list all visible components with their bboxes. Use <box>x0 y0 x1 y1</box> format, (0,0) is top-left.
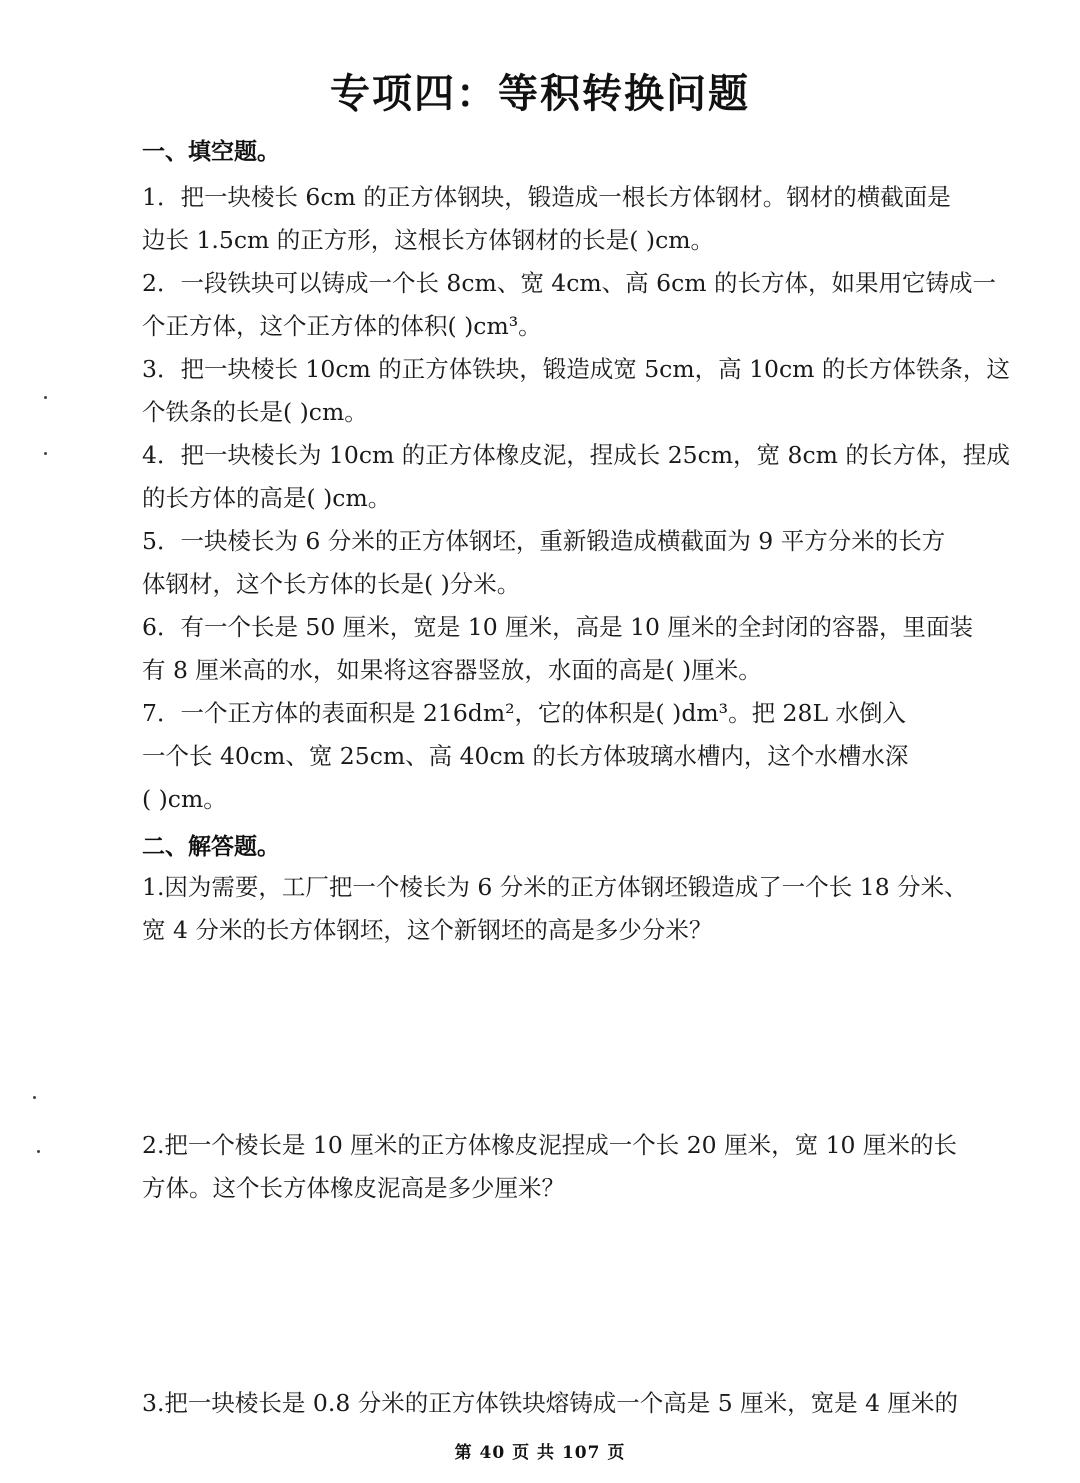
question-line: 3．把一块棱长 10cm 的正方体铁块，锻造成宽 5cm，高 10cm 的长方体铁条，这 <box>142 355 1010 383</box>
section-heading-answer: 二、解答题。 <box>142 834 280 860</box>
question-line: 的长方体的高是( )cm。 <box>142 484 392 512</box>
scan-speck <box>37 1150 40 1153</box>
question-line: ( )cm。 <box>142 785 227 813</box>
answer-question-line: 宽 4 分米的长方体钢坯，这个新钢坯的高是多少分米？ <box>142 916 713 944</box>
question-line: 个正方体，这个正方体的体积( )cm³。 <box>142 312 542 340</box>
question-line: 4．把一块棱长为 10cm 的正方体橡皮泥，捏成长 25cm，宽 8cm 的长方体，捏成 <box>142 441 1010 469</box>
scan-speck <box>33 1096 36 1099</box>
answer-question-line: 1.因为需要，工厂把一个棱长为 6 分米的正方体钢坯锻造成了一个长 18 分米、 <box>142 873 968 901</box>
question-line: 2．一段铁块可以铸成一个长 8cm、宽 4cm、高 6cm 的长方体，如果用它铸成一 <box>142 269 997 297</box>
question-line: 边长 1.5cm 的正方形，这根长方体钢材的长是( )cm。 <box>142 226 715 254</box>
question-line: 5．一块棱长为 6 分米的正方体钢坯，重新锻造成横截面为 9 平方分米的长方 <box>142 527 946 555</box>
answer-question-line: 3.把一块棱长是 0.8 分米的正方体铁块熔铸成一个高是 5 厘米，宽是 4 厘米的 <box>142 1389 959 1417</box>
question-line: 一个长 40cm、宽 25cm、高 40cm 的长方体玻璃水槽内，这个水槽水深 <box>142 742 909 770</box>
question-line: 体钢材，这个长方体的长是( )分米。 <box>142 570 521 598</box>
question-line: 个铁条的长是( )cm。 <box>142 398 368 426</box>
page-title: 专项四：等积转换问题 <box>330 71 750 117</box>
page-footer: 第 40 页 共 107 页 <box>454 1443 626 1463</box>
scan-speck <box>44 452 47 455</box>
scan-speck <box>44 396 47 399</box>
question-line: 6．有一个长是 50 厘米，宽是 10 厘米，高是 10 厘米的全封闭的容器，里面装 <box>142 613 973 641</box>
answer-question-line: 2.把一个棱长是 10 厘米的正方体橡皮泥捏成一个长 20 厘米，宽 10 厘米的长 <box>142 1131 957 1159</box>
question-line: 1．把一块棱长 6cm 的正方体钢块，锻造成一根长方体钢材。钢材的横截面是 <box>142 183 951 211</box>
question-line: 有 8 厘米高的水，如果将这容器竖放，水面的高是( )厘米。 <box>142 656 762 684</box>
question-line: 7．一个正方体的表面积是 216dm²，它的体积是( )dm³。把 28L 水倒入 <box>142 699 907 727</box>
section-heading-fill-blank: 一、填空题。 <box>142 139 280 165</box>
answer-question-line: 方体。这个长方体橡皮泥高是多少厘米？ <box>142 1174 565 1202</box>
